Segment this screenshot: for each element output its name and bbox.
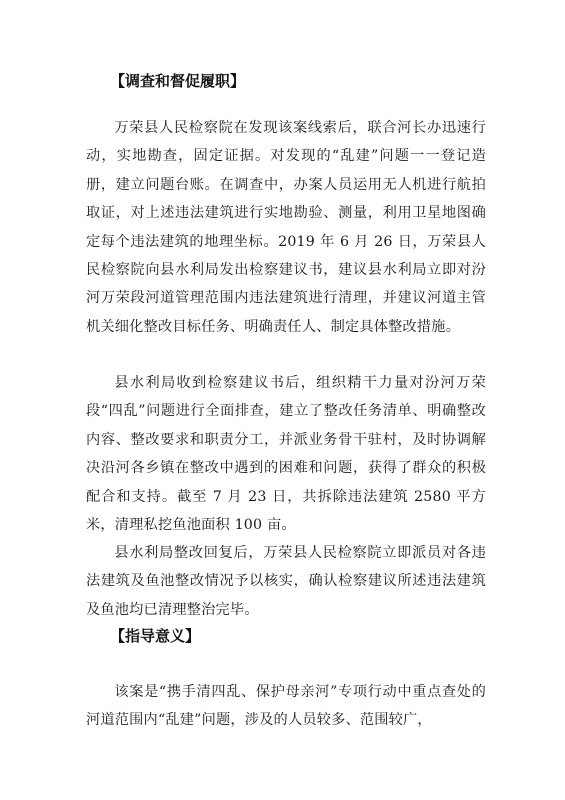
section-heading-guidance: 【指导意义】 (110, 627, 201, 645)
paragraph-investigation: 万荣县人民检察院在发现该案线索后，联合河长办迅速行动，实地勘查，固定证据。对发现的“乱建”问题一一登记造册，建立问题台账。在调查中，办案人员运用无人机进行航拍取证，对上述违法建筑进行实地勘验、测量，利用卫星地图确定每个违法建筑的地理坐标。2019 年 6 月 26 日，万荣县人民检察院向县水利局发出检察建议书，建议县水利局立即对汾河万荣段河道管理范围内违法建筑进行清理，并建议河道主管机关细化整改目标任务、明确责任人、制定具体整改措施。 (86, 120, 486, 335)
section-heading-investigation: 【调查和督促履职】 (110, 72, 246, 90)
paragraph-verification: 县水利局整改回复后，万荣县人民检察院立即派员对各违法建筑及鱼池整改情况予以核实，确认检察建议所述违法建筑及鱼池均已清理整治完毕。 (86, 545, 486, 618)
paragraph-guidance: 该案是“携手清四乱、保护母亲河”专项行动中重点查处的河道范围内“乱建”问题，涉及的人员较多、范围较广， (86, 684, 486, 729)
paragraph-water-bureau-rectification: 县水利局收到检察建议书后，组织精干力量对汾河万荣段“四乱”问题进行全面排查，建立了整改任务清单、明确整改内容、整改要求和职责分工，并派业务骨干驻村，及时协调解决沿河各乡镇在整改中遇到的困难和问题，获得了群众的积极配合和支持。截至 7 月 23 日，共拆除违法建筑 2580 平方米，清理私挖鱼池面积 100 亩。 (86, 375, 486, 534)
